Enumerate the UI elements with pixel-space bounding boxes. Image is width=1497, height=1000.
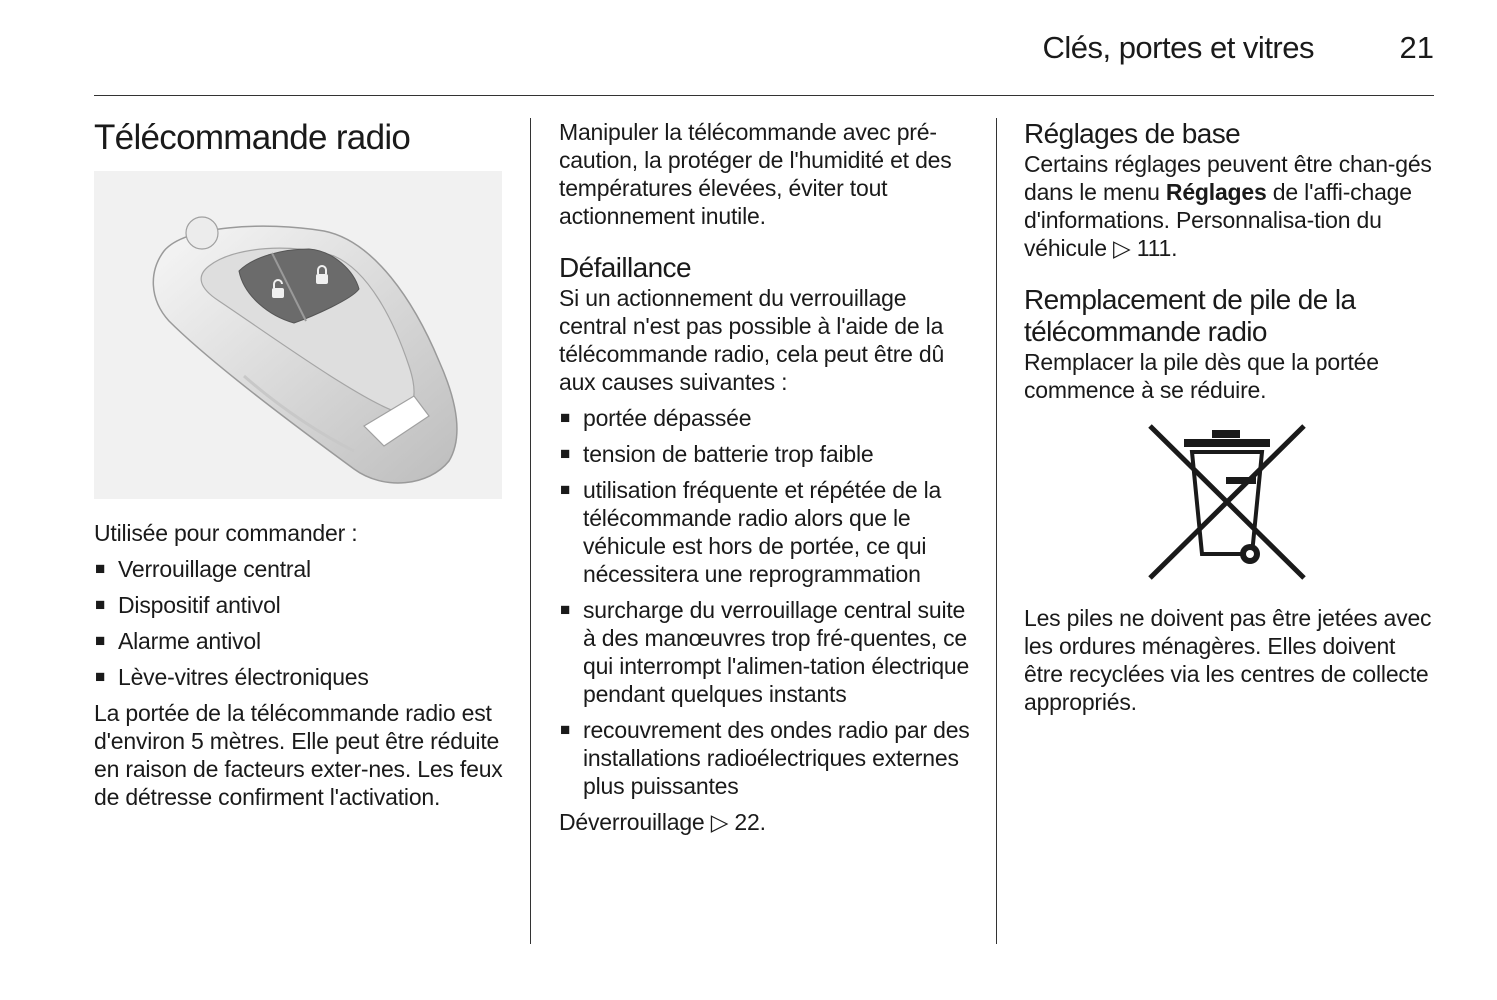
bullet-icon: ■	[560, 480, 571, 499]
crossed-out-bin-icon	[1146, 422, 1308, 582]
section-heading-failure: Défaillance	[559, 252, 691, 283]
bullet-icon: ■	[95, 667, 106, 686]
failure-paragraph: Si un actionnement du verrouillage central n'est pas possible à l'aide de la télécommande radio, cela peut être dû aux causes suivantes :	[559, 285, 945, 395]
failure-causes-list	[559, 404, 971, 800]
personalisation-page-link[interactable]: 111.	[1136, 235, 1178, 261]
list-item: ■ Alarme antivol	[95, 628, 261, 654]
remote-uses-list	[94, 555, 506, 691]
bullet-icon: ■	[560, 600, 571, 619]
page-number: 21	[1399, 30, 1434, 65]
remote-uses-intro: Utilisée pour commander :	[94, 520, 358, 546]
reference-arrow-icon: ▷	[1113, 235, 1131, 261]
bullet-icon: ■	[560, 444, 571, 463]
section-heading-battery: Remplacement de pile de la télécommande radio	[1024, 284, 1356, 347]
list-item: ■ utilisation fréquente et répétée de la télécommande radio alors que le véhicule est hors de portée, ce qui nécessitera une reprogrammation	[560, 477, 942, 587]
column-divider-2	[996, 118, 997, 944]
column-divider-1	[530, 118, 531, 944]
section-heading-remote: Télécommande radio	[94, 118, 411, 157]
list-item: ■ recouvrement des ondes radio par des installations radioélectriques externes plus puissantes	[560, 717, 970, 799]
handling-paragraph: Manipuler la télécommande avec pré-caution, la protéger de l'humidité et des températures élevées, éviter tout actionnement inutile.	[559, 119, 952, 229]
list-item: ■ Verrouillage central	[95, 556, 311, 582]
bullet-icon: ■	[560, 720, 571, 739]
header-divider	[94, 95, 1434, 96]
bullet-icon: ■	[95, 595, 106, 614]
section-heading-basic-settings: Réglages de base	[1024, 118, 1241, 149]
list-item: ■ Dispositif antivol	[95, 592, 281, 618]
bullet-icon: ■	[560, 408, 571, 427]
basic-settings-paragraph: Certains réglages peuvent être chan-gés dans le menu Réglages de l'affi-chage d'informations. Personnalisa-tion du véhicule ▷ 111.	[1024, 151, 1432, 261]
battery-paragraph: Remplacer la pile dès que la portée commence à se réduire.	[1024, 349, 1379, 403]
list-item: ■ portée dépassée	[560, 405, 752, 431]
bullet-icon: ■	[95, 631, 106, 650]
list-item: ■ Lève-vitres électroniques	[95, 664, 369, 690]
column-2	[559, 118, 971, 836]
list-item: ■ surcharge du verrouillage central suite à des manœuvres trop fré-quentes, ce qui interrompt l'alimen-tation électrique pendant quelques instants	[560, 597, 970, 707]
unlock-page-link[interactable]: 22.	[734, 809, 766, 835]
column-1	[94, 116, 506, 811]
disposal-paragraph: Les piles ne doivent pas être jetées avec les ordures ménagères. Elles doivent être recyclées via les centres de collecte appropriés.	[1024, 605, 1432, 715]
unlock-reference: Déverrouillage ▷ 22.	[559, 809, 766, 835]
car-key-remote-icon	[94, 171, 502, 499]
range-paragraph: La portée de la télécommande radio est d'environ 5 mètres. Elle peut être réduite en raison de facteurs exter-nes. Les feux de détresse confirment l'activation.	[94, 700, 503, 810]
settings-menu-name: Réglages	[1165, 179, 1267, 205]
chapter-title: Clés, portes et vitres	[1042, 30, 1314, 65]
reference-arrow-icon: ▷	[710, 809, 729, 835]
list-item: ■ tension de batterie trop faible	[560, 441, 874, 467]
column-3	[1024, 118, 1436, 716]
bullet-icon: ■	[95, 559, 106, 578]
